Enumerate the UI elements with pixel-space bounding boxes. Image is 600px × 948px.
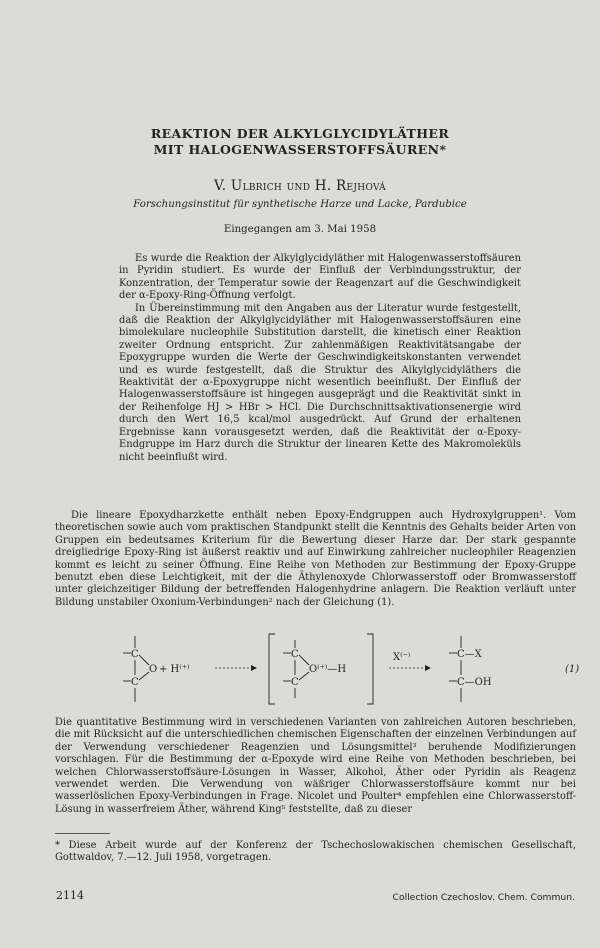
- received-date: Eingegangen am 3. Mai 1958: [223, 224, 377, 235]
- footnote: [55, 840, 576, 865]
- arrow-head-2: [425, 665, 431, 671]
- body-paragraph-1: Die lineare Epoxydharzkette enthält neben Epoxy-Endgruppen auch Hydroxylgruppen¹. Vom theoretischen sowie auch vom praktischen Standpunkt stellt die Kenntnis des Gehalts beider Arten von Gruppen ein bedeutsames Kriterium für die Bewertung dieser Harze dar. Der stark gespannte dreigliedrige Epoxy-Ring ist äußerst reaktiv und auf Einwirkung zahlreicher nucleophiler Reagenzien kommt es leicht zu seiner Öffnung. Eine Reihe von Methoden zur Bestimmung der Epoxy-Gruppe benutzt eben diese Leichtigkeit, mit der die Äthylenoxyde Chlorwasserstoff oder Bromwasserstoff unter gleichzeitiger Bildung der betreffenden Halogenhydrine anlagern. Die Reaktion verläuft unter Bildung unstabiler Oxonium-Verbindungen² nach der Gleichung (1).: [55, 510, 576, 608]
- equation-number: (1): [565, 664, 580, 675]
- oxygen-label: O: [149, 664, 158, 675]
- product-halide-label: C—X: [457, 649, 482, 660]
- intermediate-carbon-top: C: [291, 649, 299, 660]
- oxonium-label: O⁽⁺⁾—H: [309, 664, 347, 675]
- proton-plus-label: + H⁽⁺⁾: [159, 664, 190, 675]
- intermediate-carbon-bottom: C: [291, 677, 299, 688]
- footnote-text: * Diese Arbeit wurde auf der Konferenz der Tschechoslowakischen chemischen Gesellschaft, Gottwaldov, 7.—12. Juli 1958, vorgetragen.: [55, 840, 576, 864]
- halide-reagent-label: X⁽⁻⁾: [393, 652, 411, 663]
- abstract-paragraph-1: Es wurde die Reaktion der Alkylglycidyläther mit Halogenwasserstoffsäuren in Pyridin studiert. Es wurde der Einfluß der Verbindungsstruktur, der Konzentration, der Temperatur sowie der Reagenzart auf die Geschwindigkeit der α-Epoxy-Ring-Öffnung verfolgt.: [119, 253, 521, 302]
- title-line-2: MIT HALOGENWASSERSTOFFSÄUREN*: [153, 142, 447, 157]
- title-line-1: REAKTION DER ALKYLGLYCIDYLÄTHER: [150, 126, 450, 141]
- reaction-equation: [55, 630, 580, 708]
- epoxide-structure: [123, 636, 189, 702]
- footnote-rule: [55, 833, 110, 834]
- body-section-1: [55, 510, 576, 609]
- body-section-2: [55, 717, 576, 816]
- oxonium-intermediate: [269, 634, 373, 704]
- equation-svg: [55, 630, 576, 708]
- abstract: [119, 253, 521, 464]
- halohydrin-product: [449, 636, 492, 702]
- page-number: 2114: [56, 889, 84, 902]
- body-paragraph-2: Die quantitative Bestimmung wird in verschiedenen Varianten von zahlreichen Autoren beschrieben, die mit Rücksicht auf die unterschiedlichen chemischen Eigenschaften der einzelnen Verbindungen auf der Verwendung verschiedener Reagenzien und Lösungsmittel³ beruhende Modifizierungen vorschlagen. Für die Bestimmung der α-Epoxyde wird eine Reihe von Methoden beschrieben, bei welchen Chlorwasserstoffsäure-Lösungen in Wasser, Alkohol, Äther oder Pyridin als Reagenz verwendet werden. Die Verwendung von wäßriger Chlorwasserstoffsäure kommt nur bei wasserlöslichen Epoxy-Verbindungen in Frage. Nicolet und Poulter⁴ empfehlen eine Chlorwasserstoff-Lösung in wasserfreiem Äther, während King⁵ feststellte, daß zu dieser: [55, 717, 576, 815]
- affiliation: Forschungsinstitut für synthetische Harze und Lacke, Pardubice: [133, 199, 467, 210]
- carbon-top-label: C: [131, 649, 139, 660]
- product-hydroxyl-label: C—OH: [457, 677, 492, 688]
- arrow-head-1: [251, 665, 257, 671]
- abstract-paragraph-2: In Übereinstimmung mit den Angaben aus der Literatur wurde festgestellt, daß die Reaktion der Alkylglycidyläther mit Halogenwasserstoffsäuren eine bimolekulare nucleophile Substitution darstellt, die kinetisch einer Reaktion zweiter Ordnung entspricht. Zur zahlenmäßigen Reaktivitätsangabe der Epoxygruppe wurden die Werte der Geschwindigkeitskonstanten verwendet und es wurde festgestellt, daß die Struktur des Alkylglycidyläthers die Reaktivität der α-Epoxygruppe nicht wesentlich beeinflußt. Der Einfluß der Halogenwasserstoffsäure ist hingegen ausgeprägt und die Reaktivität sinkt in der Reihenfolge HJ > HBr > HCl. Die Durchschnittsaktivationsenergie wird durch den Wert 16,5 kcal/mol ausgedrückt. Auf Grund der erhaltenen Ergebnisse kann vorausgesetzt werden, daß die Reaktivität der α-Epoxy-Endgruppe im Harz durch die Struktur der linearen Kette des Makromoleküls nicht beeinflußt wird.: [119, 302, 521, 463]
- journal-name: Collection Czechoslov. Chem. Commun.: [392, 892, 575, 903]
- authors: V. Ulbrich und H. Rejhová: [214, 178, 386, 194]
- carbon-bottom-label: C: [131, 677, 139, 688]
- article-title: [60, 126, 540, 158]
